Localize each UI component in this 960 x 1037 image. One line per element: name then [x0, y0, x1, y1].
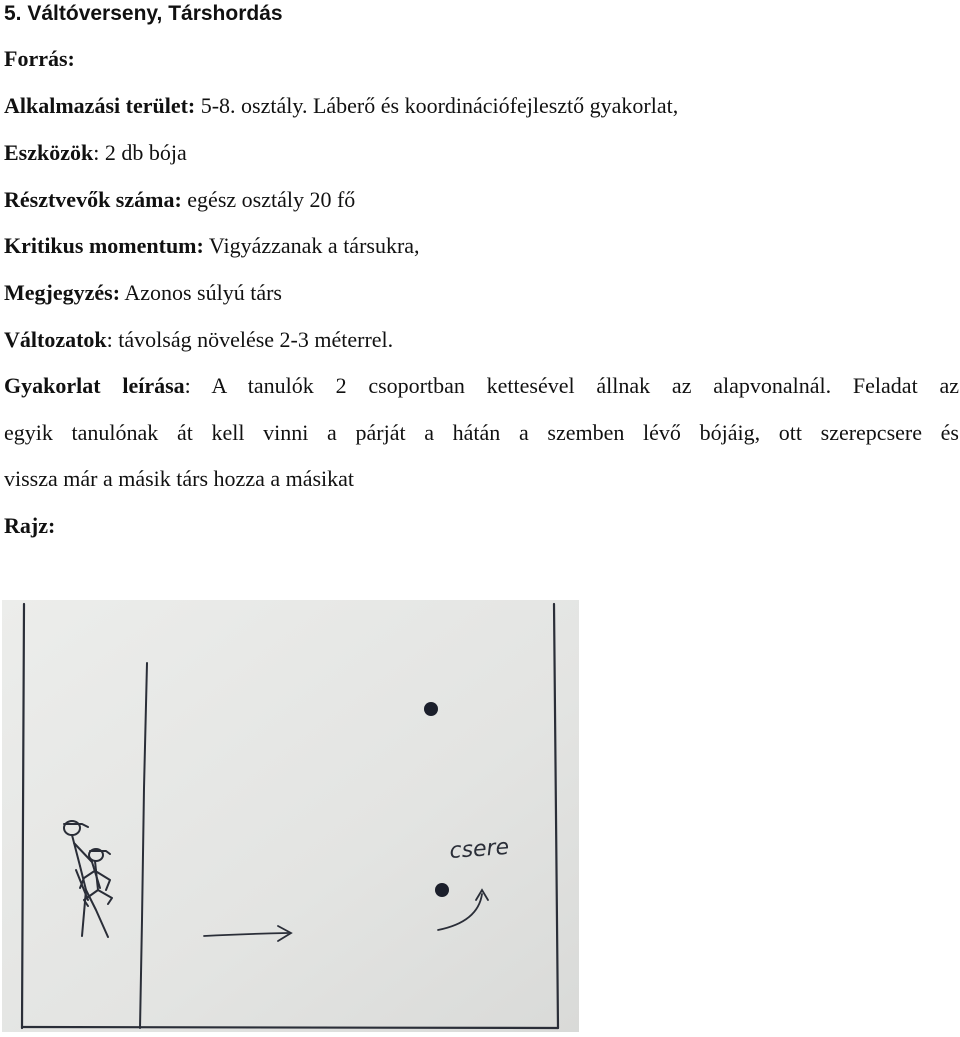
tools-value: : 2 db bója — [93, 140, 187, 165]
variants-value: : távolság növelése 2-3 méterrel. — [106, 327, 394, 352]
swap-annotation: csere — [448, 834, 510, 864]
note-label: Megjegyzés: — [4, 280, 121, 305]
note-value: Azonos súlyú társ — [120, 280, 282, 305]
variants-field — [4, 327, 393, 353]
page-title: 5. Váltóverseny, Társhordás — [4, 2, 283, 25]
description-text-3: vissza már a másik társ hozza a másikat — [4, 466, 355, 491]
description-line-2 — [4, 420, 959, 446]
tools-label: Eszközök — [4, 140, 94, 165]
description-label: Gyakorlat leírása — [4, 373, 185, 398]
drawing-field — [4, 513, 55, 539]
drawing-sketch — [2, 600, 579, 1032]
note-field — [4, 280, 282, 306]
description-text-1: : A tanulók 2 csoportban kettesével állnak az alapvonalnál. Feladat az — [184, 373, 959, 398]
participants-label: Résztvevők száma: — [4, 187, 182, 212]
critical-label: Kritikus momentum: — [4, 233, 204, 258]
area-value: 5-8. osztály. Láberő és koordinációfejlesztő gyakorlat, — [195, 93, 679, 118]
critical-field — [4, 233, 420, 259]
source-label: Forrás: — [4, 46, 75, 71]
variants-label: Változatok — [4, 327, 107, 352]
drawing-label: Rajz: — [4, 513, 56, 538]
critical-value: Vigyázzanak a társukra, — [203, 233, 420, 258]
area-field — [4, 93, 678, 119]
participants-field — [4, 187, 355, 213]
paper-background — [2, 600, 579, 1032]
participants-value: egész osztály 20 fő — [181, 187, 356, 212]
cone-near — [435, 883, 449, 897]
area-label: Alkalmazási terület: — [4, 93, 196, 118]
cone-far — [424, 702, 438, 716]
description-line-3 — [4, 466, 354, 492]
tools-field — [4, 140, 187, 166]
source-field — [4, 46, 75, 72]
description-text-2: egyik tanulónak át kell vinni a párját a hátán a szemben lévő bójáig, ott szerepcsere és — [4, 420, 959, 445]
description-line-1 — [4, 373, 959, 399]
